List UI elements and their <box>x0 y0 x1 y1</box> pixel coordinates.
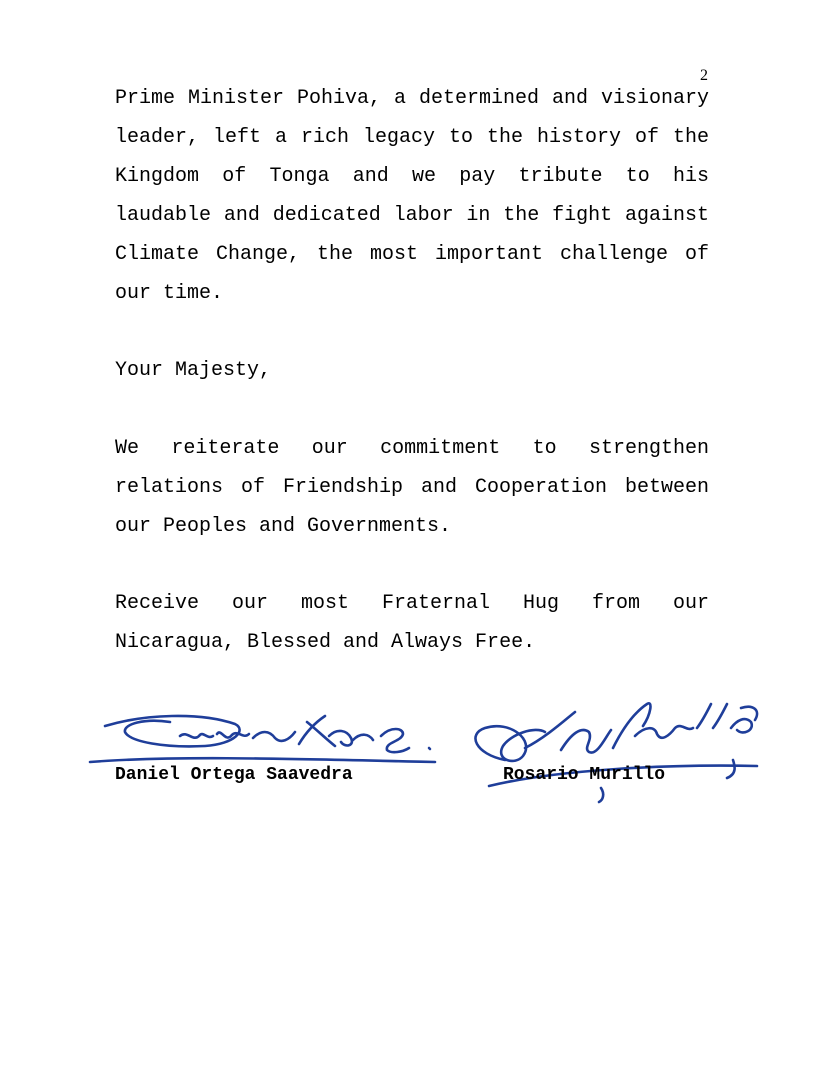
signer-name-rosario-murillo: Rosario Murillo <box>503 765 666 785</box>
body-paragraph-tribute: Prime Minister Pohiva, a determined and visionary leader, left a rich legacy to the history of the Kingdom of Tonga and we pay tribute to his laudable and dedicated labor in the fight against Climate Change, the most important challenge of our time. <box>115 87 709 305</box>
signature-rosario-murillo-image <box>465 690 765 805</box>
signer-name-daniel-ortega: Daniel Ortega Saavedra <box>115 765 353 785</box>
page-number: 2 <box>700 67 708 84</box>
body-paragraph-closing: Receive our most Fraternal Hug from our Nicaragua, Blessed and Always Free. <box>115 592 709 654</box>
body-paragraph-commitment: We reiterate our commitment to strengthen relations of Friendship and Cooperation between our Peoples and Governments. <box>115 437 709 538</box>
salutation: Your Majesty, <box>115 359 272 382</box>
